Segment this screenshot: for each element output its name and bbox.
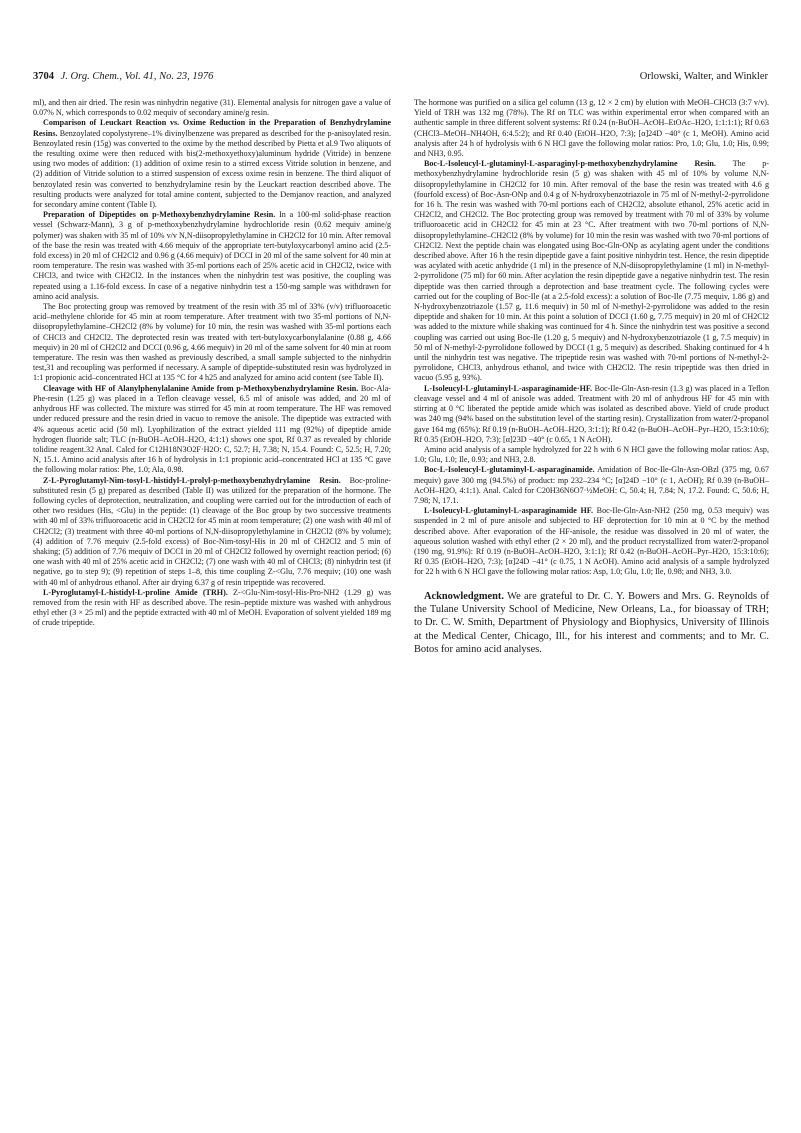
paragraph: The hormone was purified on a silica gel column (13 g, 12 × 2 cm) by elution with MeOH–CHCl3 (3:7 v/v). Yield of TRH was 132 mg (78%). The Rf on TLC was within experimental error when compared with an authentic sample in three different solvent systems: Rf 0.24 (n-BuOH–AcOH–EtOAc–H2O, 1:1:1:1); Rf 0.63 (CHCl3–MeOH–NH4OH, 6:4.5:2); and Rf 0.40 (EtOH–H2O, 7:3); [α]24D −40° (c 1, MeOH). Amino acid analysis after 24 h of hydrolysis with 6 N HCl gave the following molar ratios: Pro, 1.0; Glu, 1.0; His, 0.99; and NH3, 0.95.	[414, 98, 769, 159]
paragraph-heading: L-Pyroglutamyl-L-histidyl-L-proline Amide (TRH).	[43, 587, 228, 597]
paragraph-heading: Comparison of Leuckart Reaction vs. Oxime Reduction in the Preparation of Benzhydrylamine Resins.	[33, 118, 391, 138]
paragraph: Boc-L-Isoleucyl-L-glutaminyl-L-asparaginyl-p-methoxybenzhydrylamine Resin. The p-methoxybenzhydrylamine hydrochloride resin (5 g) was shaken with 45 ml of 10% by volume N,N-diisopropylethylamine in CH2Cl2 for 10 min. After removal of the base the resin was treated with 4.6 g (fourfold excess) of Boc-Asn-ONp and 0.4 g of N-hydroxybenzotriazole in 75 ml of N-methyl-2-pyrrolidone for 16 h. The resin was washed with 70-ml portions each of CH2Cl2, absolute ethanol, 25% acetic acid in CH2Cl2, and CH2Cl2. The Boc protecting group was removed by treatment with 70 ml of 33% by volume trifluoroacetic acid in CH2Cl2 for 45 min at 23 °C. After treatment with two 70-ml portions of N,N-diisopropylethylamine–CH2Cl2 (8% by volume) for 10 min the resin was washed with two 70-ml portions of CH2Cl2. Next the peptide chain was elongated using Boc-Gln-ONp as acylating agent under the conditions described above. After 16 h the resin dipeptide gave a faint positive ninhydrin test. Hence, the resin dipeptide was acylated with acetic anhydride (1 ml) in the presence of N,N-diisopropylethylamine (1 ml) in N-methyl-2-pyrrolidone (75 ml) for 60 min. After acylation the resin dipeptide gave a negative ninhydrin test. The resin dipeptide was then carried through a deprotection and base treatment cycle. The following cycles were carried out for the coupling of Boc-Ile (at a 2.5-fold excess): a solution of Boc-Ile (7.75 mequiv, 1.86 g) and N-hydroxybenzotriazole (1.57 g, 11.6 mequiv) in 50 ml of N-methyl-2-pyrrolidone was added to the resin dipeptide and shaken for 10 min. At this point a solution of DCCI (1.60 g, 7.75 mequiv) in 20 ml of CH2Cl2 was added to the mixture while shaking was continued for 4 h. Since the ninhydrin test was positive a second coupling was carried out using Boc-Ile (1.20 g, 5 mequiv) and N-hydroxybenzotriazole (1 g, 7.5 mequiv) in 50 ml of N-methyl-2-pyrrolidone followed by DCCI (1 g, 5 mequiv) as described. Shaking continued for 4 h until the ninhydrin test was negative. The tripeptide resin was washed with 70-ml portions of N-methyl-2-pyrrolidone, CHCl3, anhydrous ethanol, and twice with CH2Cl2. The resin tripeptide was then dried in vacuo (5.95 g, 93%).	[414, 159, 769, 383]
page-header	[33, 70, 768, 86]
left-column	[33, 98, 391, 1118]
paragraph-heading: Boc-L-Isoleucyl-L-glutaminyl-L-asparaginamide.	[424, 465, 595, 475]
acknowledgment: Acknowledgment. We are grateful to Dr. C. Y. Bowers and Mrs. G. Reynolds of the Tulane University School of Medicine, New Orleans, La., for bioassay of TRH; to Dr. C. W. Smith, Department of Physiology and Biophysics, University of Illinois at the Medical Center, Chicago, Ill., for his interest and comments; and to Mr. C. Botos for amino acid analyses.	[414, 590, 769, 656]
paragraph: The Boc protecting group was removed by treatment of the resin with 35 ml of 33% (v/v) trifluoroacetic acid–methylene chloride for 45 min at room temperature. After treatment with two 35-ml portions of N,N-diisopropylethylamine–CH2Cl2 (8% by volume) for 10 min, the resin was washed with 35-ml portions each of CHCl3 and CH2Cl2. The deprotected resin was treated with tert-butyloxycarbonylalanine (0.88 g, 4.66 mequiv) in 20 ml of CH2Cl2 and DCCI (0.96 g, 4.66 mequiv) in 20 ml of the same solvent for 40 min at room temperature. The resin was then washed as previously described, a small sample subjected to the ninhydrin test,31 and recoupling was performed if necessary. A sample of dipeptide-substituted resin was hydrolyzed in 1:1 propionic acid–concentrated HCl at 135 °C for 4 h25 and analyzed for amino acid content (see Table II).	[33, 302, 391, 383]
running-authors: Orlowski, Walter, and Winkler	[639, 71, 768, 82]
paragraph-heading: Boc-L-Isoleucyl-L-glutaminyl-L-asparaginyl-p-methoxybenzhydrylamine Resin.	[424, 159, 716, 169]
paragraph: Cleavage with HF of Alanylphenylalanine Amide from p-Methoxybenzhydrylamine Resin. Boc-Ala-Phe-resin (1.25 g) was placed in a Teflon cleavage vessel, 6.5 ml of anisole was added, and 20 ml of anhydrous HF was collected. The mixture was stirred for 45 min at room temperature. The HF was removed under reduced pressure and the resin dried in vacuo to remove the anisole. The dipeptide was extracted with 4% aqueous acetic acid (50 ml). Lyophilization of the extract yielded 111 mg (92%) of dipeptide amide hydrogen fluoride salt; TLC (n-BuOH–AcOH–H2O, 4:1:1) shows one spot, Rf 0.37 as revealed by chloride tolidine reagent.32 Anal. Calcd for C12H18N3O2F·H2O: C, 52.7; H, 7.38; N, 15.4. Found: C, 52.5; H, 7.20; N, 15.1. Amino acid analysis after 16 h of hydrolysis in 1:1 propionic acid–concentrated HCl at 135 °C gave the following molar ratios: Phe, 1.0; Ala, 0.98.	[33, 383, 391, 475]
paragraph-heading: Cleavage with HF of Alanylphenylalanine Amide from p-Methoxybenzhydrylamine Resin.	[43, 383, 359, 393]
journal-citation: J. Org. Chem., Vol. 41, No. 23, 1976	[60, 71, 214, 82]
page-number: 3704	[33, 71, 54, 82]
paragraph: Boc-L-Isoleucyl-L-glutaminyl-L-asparaginamide. Amidation of Boc-Ile-Gln-Asn-OBzl (375 mg, 0.67 mequiv) gave 300 mg (94.5%) of product: mp 232–234 °C; [α]24D −10° (c 1, AcOH); Rf 0.39 (n-BuOH–AcOH–H2O, 4:1:1). Anal. Calcd for C20H36N6O7·½MeOH: C, 50.4; H, 7.84; N, 17.2. Found: C, 50.6; H, 7.98; N, 17.1.	[414, 465, 769, 505]
paragraph-heading: Preparation of Dipeptides on p-Methoxybenzhydrylamine Resin.	[43, 210, 276, 220]
paragraph-heading: L-Isoleucyl-L-glutaminyl-L-asparaginamide HF.	[424, 506, 594, 516]
paragraph: ml), and then air dried. The resin was ninhydrin negative (31). Elemental analysis for nitrogen gave a value of 0.07% N, which corresponds to 0.02 mequiv of secondary amine/g resin.	[33, 98, 391, 118]
paragraph: L-Pyroglutamyl-L-histidyl-L-proline Amide (TRH). Z-<Glu-Nim-tosyl-His-Pro-NH2 (1.29 g) was removed from the resin with HF as described above. The resin–peptide mixture was washed with anhydrous ethyl ether (3 × 25 ml) and the peptide extracted with 40 ml of MeOH. Evaporation of solvent yielded 189 mg of crude tripeptide.	[33, 587, 391, 628]
paragraph-heading: L-Isoleucyl-L-glutaminyl-L-asparaginamide·HF.	[424, 383, 593, 393]
right-column	[414, 98, 769, 1118]
paragraph: Preparation of Dipeptides on p-Methoxybenzhydrylamine Resin. In a 100-ml solid-phase reaction vessel (Schwarz-Mann), 3 g of p-methoxybenzhydrylamine hydrochloride resin (0.62 mequiv amine/g polymer) was shaken with 35 ml of 10% v/v N,N-diisopropylethylamine in CH2Cl2 for 10 min. After removal of the base the resin was treated with 4.66 mequiv of the appropriate tert-butyloxycarbonyl amino acid (2.5-fold excess) in 20 ml of CH2Cl2 and 0.96 g (4.66 mequiv) of DCCI in 20 ml of the same solvent for 40 min at room temperature. The resin was washed with 35-ml portions each of 25% acetic acid in CH2Cl2, twice with CHCl3, and twice with CH2Cl2. In the instances when the ninhydrin test was positive, the coupling was repeated using a 1.16-fold excess. In case of a negative ninhydrin test a 150-mg sample was withdrawn for amino acid analysis.	[33, 210, 391, 301]
paragraph-heading: Z-L-Pyroglutamyl-Nim-tosyl-L-histidyl-L-prolyl-p-methoxybenzhydrylamine Resin.	[43, 475, 341, 485]
paragraph: Amino acid analysis of a sample hydrolyzed for 22 h with 6 N HCl gave the following molar ratios: Asp, 1.0; Glu, 1.0; Ile, 0.93; and NH3, 2.8.	[414, 444, 769, 465]
paragraph: L-Isoleucyl-L-glutaminyl-L-asparaginamide·HF. Boc-Ile-Gln-Asn-resin (1.3 g) was placed in a Teflon cleavage vessel and 4 ml of anisole was added. Treatment with 20 ml of anhydrous HF for 45 min with stirring at 0 °C liberated the peptide amide which was isolated as described above. Yield of crude product was 240 mg (94% based on the substitution level of the starting resin). Crystallization from water/2-propanol gave 164 mg (65%): Rf 0.19 (n-BuOH–AcOH–H2O, 3:1:1); Rf 0.42 (n-BuOH–AcOH–Pyr–H2O, 15:3:10:6); Rf 0.35 (EtOH–H2O, 7:3); [α]23D −40° (c 0.65, 1 N AcOH).	[414, 383, 769, 444]
paragraph: Comparison of Leuckart Reaction vs. Oxime Reduction in the Preparation of Benzhydrylamine Resins. Benzoylated copolystyrene–1% divinylbenzene was prepared as described for the p-anisoylated resin. Benzoylated resin (15g) was converted to the oxime by the method described by Pietta et al.9 Two aliquots of the resulting oxime were then reduced with bis(2-methoxyethoxy)aluminum hydride (Vitride) in benzene using two modes of addition: (1) addition of oxime resin to a stirred excess Vitride solution in benzene, and (2) addition of Vitride solution to a stirred suspension of excess oxime resin in benzene. The third aliquot of benzoylated resin was converted to benzhydrylamine resin by the Leuckart reaction described above. The resulting products were analyzed for total amine content, subjected to the Demjanov reaction, and analyzed for secondary amine content (Table I).	[33, 118, 391, 210]
paragraph: L-Isoleucyl-L-glutaminyl-L-asparaginamide HF. Boc-Ile-Gln-Asn-NH2 (250 mg, 0.53 mequiv) was suspended in 2 ml of pure anisole and subjected to HF deprotection for 10 min at 0 °C by the method described above. After evaporation of the HF-anisole, the residue was dissolved in 20 ml of water, the aqueous solution washed with ethyl ether (2 × 20 ml), and the product recrystallized from water/2-propanol (190 mg, 91.9%): Rf 0.19 (n-BuOH–AcOH–H2O, 3:1:1); Rf 0.42 (n-BuOH–AcOH–Pyr–H2O, 15:3:10:6); Rf 0.35 (EtOH–H2O, 7:3); [α]24D −41° (c 0.75, 1 N AcOH). Amino acid analysis of a sample hydrolyzed for 22 h with 6 N HCl gave the following molar ratios: Asp, 1.0; Glu, 1.0; Ile, 0.98; and NH3, 3.0.	[414, 506, 769, 577]
acknowledgment-heading: Acknowledgment.	[424, 590, 504, 602]
paragraph: Z-L-Pyroglutamyl-Nim-tosyl-L-histidyl-L-prolyl-p-methoxybenzhydrylamine Resin. Boc-proline-substituted resin (5 g) prepared as described (Table II) was utilized for the preparation of the hormone. The following cycles of deprotection, neutralization, and coupling were carried out for the introduction of each of other two residues (His, <Glu) in the peptide: (1) cleavage of the Boc group by two successive treatments with 40 ml of 33% trifluoroacetic acid in CH2Cl2 for 45 min at room temperature; (2) one wash with 40 ml of CH2Cl2; (3) treatment with three 40-ml portions of N,N-diisopropylethylamine in CH2Cl2 (8% by volume); (4) addition of 7.76 mequiv (2.5-fold excess) of Boc-Nim-tosyl-His in 20 ml of CH2Cl2 and 5 min of shaking; (5) addition of 7.76 mequiv of DCCI in 20 ml of CH2Cl2 followed by overnight reaction period; (6) one wash with 40 ml of 25% acetic acid in CH2Cl2; (7) one wash with 40 ml of CHCl3; (8) ninhydrin test (if negative, go to step 9); (9) repetition of steps 1–8, this time coupling Z-<Glu, 7.76 mequiv; (10) one wash with 40 ml of anhydrous ethanol. After air drying 6.37 g of resin tripeptide was recovered.	[33, 475, 391, 587]
